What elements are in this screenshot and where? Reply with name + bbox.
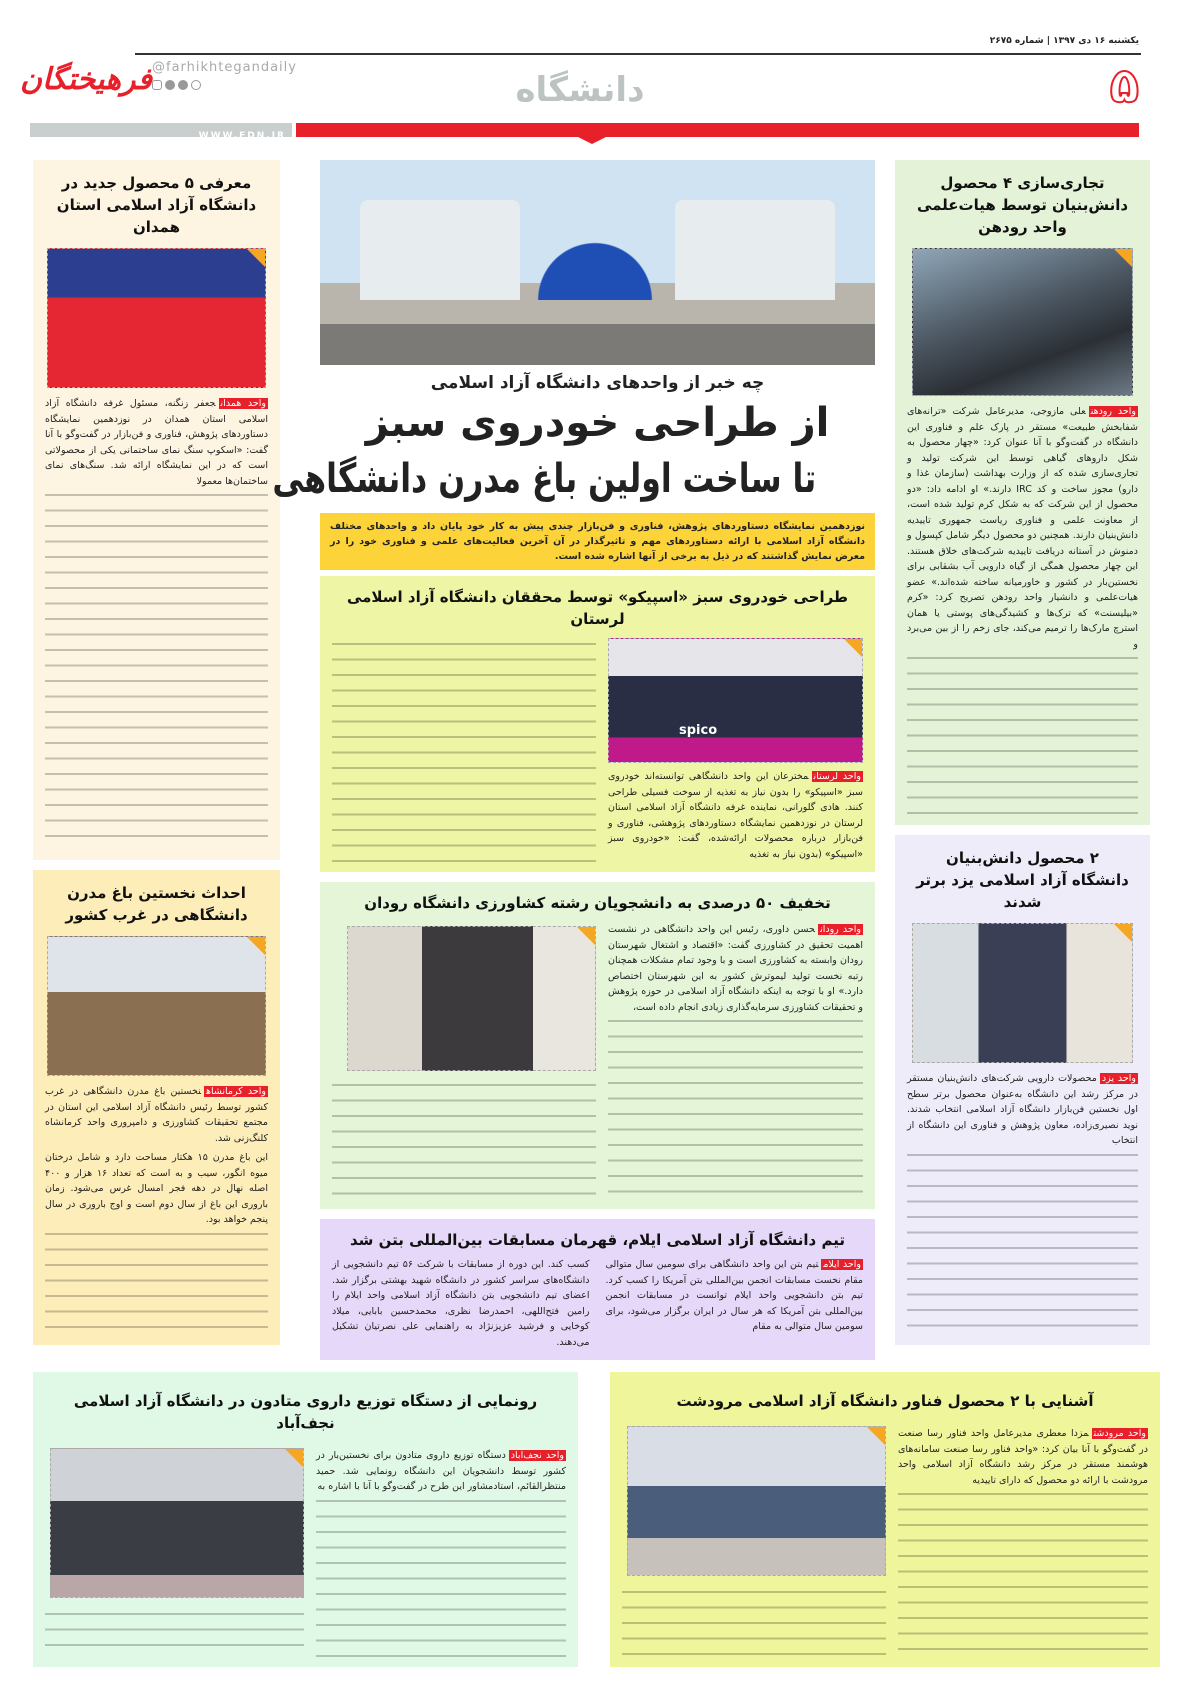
social-icons (152, 80, 201, 90)
article-yazd (895, 835, 1150, 1345)
unit-tag: واحد یزد (1101, 1073, 1136, 1084)
article-roudan (320, 882, 875, 1209)
unit-tag: واحد ایلام (823, 1259, 861, 1270)
article-ilam (320, 1219, 875, 1360)
unit-tag: واحد رودهن (1090, 406, 1137, 417)
article-title: آشنایی با ۲ محصول فناور دانشگاه آزاد اسلامی مرودشت (676, 1392, 1094, 1410)
header-rule (135, 53, 1141, 55)
article-text: مخترعان این واحد دانشگاهی توانسته‌اند خودروی سبز «اسپیکو» را بدون نیاز به تغذیه از سوخت فسیلی طراحی کنند. هادی گلورانی، نماینده غرفه دانشگاه آزاد اسلامی استان لرستان در نوزدهمین نمایشگاه دستاوردهای پژوهشی، فناوری و فن‌بازار درباره محصولات ارائه‌شده، گفت: «خودروی سبز «اسپیکو» (بدون نیاز به تغذیه (608, 771, 863, 860)
page-number: ۵ (1109, 58, 1139, 114)
article-title: معرفی ۵ محصول جدید در دانشگاه آزاد اسلامی استان همدان (56, 174, 257, 236)
article-text: مزدا معطری مدیرعامل واحد فناور رسا صنعت در گفت‌وگو با آنا بیان کرد: «واحد فناور رسا صنعت سامانه‌های هوشمند مستقر در مرکز رشد دانشگاه آزاد اسلامی واحد مرودشت با ارائه دو محصول که دارای تاییدیه (898, 1428, 1148, 1486)
photo-marvdasht-booth (627, 1426, 886, 1576)
telegram-icon[interactable] (165, 80, 175, 90)
car-brand: spico (679, 723, 718, 738)
article-marvdasht (610, 1372, 1160, 1667)
left-column (33, 160, 280, 1345)
article-text: حسن داوری، رئیس این واحد دانشگاهی در نشست اهمیت تحقیق در کشاورزی گفت: «اقتصاد و اشتغال شهرستان رودان وابسته به کشاورزی است و با وجود تمام مشکلات همچنان رتبه نخست تولید لیموترش کشور به این شهرستان اختصاص دارد.» او با توجه به اینکه دانشگاه آزاد اسلامی در حوزه پژوهش و تحقیقات کشاورزی سرمایه‌گذاری زیادی انجام داده است، (608, 924, 863, 1013)
article-title: ۲ محصول دانش‌بنیان دانشگاه آزاد اسلامی یزد برتر شدند (916, 849, 1129, 911)
photo-roudan-official (347, 926, 596, 1071)
center-column (272, 160, 875, 1360)
social-handle: @farhikhtegandaily (152, 60, 297, 75)
article-roudehen (895, 160, 1150, 825)
photo-spico-car (608, 638, 863, 763)
hero-photo-university-gate (320, 160, 875, 365)
article-najafabad (33, 1372, 578, 1667)
photo-officials (912, 248, 1133, 396)
photo-yazd-official (912, 923, 1133, 1063)
article-text-2: این باغ مدرن ۱۵ هکتار مساحت دارد و شامل درختان میوه انگور، سیب و به است که تعداد ۱۶ هزار و ۴۰۰ اصله نهال در دهه فجر امسال غرس می‌شود. زمان باروری این باغ از سال دوم است و اوج باروری در سال پنجم خواهد بود. (45, 1152, 269, 1225)
headline-line-1: از طراحی خودروی سبز (365, 400, 830, 446)
article-title: تخفیف ۵۰ درصدی به دانشجویان رشته کشاورزی دانشگاه رودان (364, 894, 831, 912)
unit-tag: واحد رودان (820, 924, 862, 935)
article-text-2: کسب کند. این دوره از مسابقات با شرکت ۵۶ تیم دانشجویی از دانشگاه‌های سراسر کشور در دانشگاه شهید بهشتی برگزار شد. اعضای تیم دانشجویی بتن دانشگاه آزاد اسلامی واحد ایلام را رامین فتح‌اللهی، احمدرضا نظری، محمدحسین بابایی، میلاد کوخایی و فرشید عزیزنژاد به راهنمایی علی نصرتیان تشکیل می‌دهند. (332, 1259, 590, 1348)
instagram-icon[interactable] (152, 80, 162, 90)
website-bar (30, 123, 292, 141)
twitter-icon[interactable] (178, 80, 188, 90)
article-spico (320, 576, 875, 872)
article-title: احداث نخستین باغ مدرن دانشگاهی در غرب کشور (65, 884, 248, 924)
article-text: تیم بتن این واحد دانشگاهی برای سومین سال متوالی مقام نخست مسابقات انجمن بین‌المللی بتن آمریکا را کسب کرد. تیم بتن دانشجویی واحد ایلام توانست در مسابقات انجمن بین‌المللی بتن آمریکا که هر سال در ایران برگزار می‌شود، برای سومین سال متوالی به مقام (605, 1259, 863, 1332)
unit-tag: واحد مرودشت (1093, 1428, 1146, 1439)
article-text: محصولات دارویی شرکت‌های دانش‌بنیان مستقر در مرکز رشد این دانشگاه به‌عنوان محصول برتر سطح اول نخستین فن‌بازار دانشگاه آزاد اسلامی انتخاب شدند. نوید نصیری‌زاده، معاون پژوهش و فناوری این دانشگاه از انتخاب (907, 1073, 1138, 1146)
article-title: رونمایی از دستگاه توزیع داروی متادون در دانشگاه آزاد اسلامی نجف‌آباد (73, 1392, 538, 1432)
unit-tag: واحد لرستان (813, 771, 861, 782)
unit-tag: واحد کرمانشاه (206, 1086, 266, 1097)
article-text: علی مازوجی، مدیرعامل شرکت «ترانه‌های شفابخش طبیعت» مستقر در پارک علم و فناوری این دانشگاه در گفت‌وگو با آنا عنوان کرد: «چهار محصول به شکل داروهای گیاهی توسط این شرکت تولید و تجاری‌سازی شده که از وزارت بهداشت (سازمان غذا و دارو) مجوز ساخت و کد IRC دارند.» او ادامه داد: «دو محصول از این شرکت که به شکل کرم تولید شده است، از معاونت علمی و فناوری ریاست جمهوری تاییدیه دانش‌بنیان دارند. همچنین دو محصول دیگر شامل کپسول و دمنوش در آستانه دریافت تاییدیه شرکت‌های خلاق هستند. این چهار محصول همگی از گیاه دارویی آب بشقابی برای نخستین‌بار در کشور و خاورمیانه ساخته شده‌اند.» عضو هیات‌علمی و دانشیار واحد رودهن تصریح کرد: «کرم «بیلیسنت» که ترک‌ها و کشیدگی‌های پوستی یا همان استرچ مارک‌ها را ترمیم می‌کند، جای زخم را از بین می‌برد و (907, 406, 1138, 650)
red-bar (296, 123, 1139, 137)
article-title: طراحی خودروی سبز «اسپیکو» توسط محققان دانشگاه آزاد اسلامی لرستان (346, 588, 849, 628)
aparat-icon[interactable] (191, 80, 201, 90)
article-text: نخستین باغ مدرن دانشگاهی در غرب کشور توسط رئیس دانشگاه آزاد اسلامی این استان در مجتمع تحقیقات کشاورزی و دامپروری واحد کرمانشاه کلنگ‌زنی شد. (45, 1086, 268, 1144)
right-column (895, 160, 1150, 1345)
photo-unveiling (50, 1448, 304, 1598)
article-hamedan (33, 160, 280, 860)
photo-garden (47, 936, 266, 1076)
headline-line-2: تا ساخت اولین باغ مدرن دانشگاهی (272, 456, 817, 502)
unit-tag: واحد نجف‌آباد (510, 1450, 564, 1461)
article-title: تجاری‌سازی ۴ محصول دانش‌بنیان توسط هیات‌علمی واحد رودهن (916, 174, 1129, 236)
logo: فرهیختگان (20, 62, 152, 97)
kicker: چه خبر از واحدهای دانشگاه آزاد اسلامی (430, 373, 765, 393)
photo-device (47, 248, 266, 388)
article-text: دستگاه توزیع داروی متادون برای نخستین‌بار در کشور توسط دانشجویان این دانشگاه رونمایی شد. حمید منتظرالقائم، استادمشاور این طرح در گفت‌وگو با آنا با اشاره به (316, 1450, 566, 1492)
lead-box: نوزدهمین نمایشگاه دستاوردهای پژوهش، فناوری و فن‌بازار چندی پیش به کار خود پایان داد و واحدهای مختلف دانشگاه آزاد اسلامی با ارائه دستاوردهای مهم و تاثیرگذار در آن آخرین فعالیت‌های علمی و فناوری خود را در معرض نمایش گذاشتند که در ذیل به برخی از آنها اشاره شده است. (320, 513, 875, 570)
article-text: جعفر زنگنه، مسئول غرفه دانشگاه آزاد اسلامی استان همدان در نوزدهمین نمایشگاه دستاوردهای پژوهش، فناوری و فن‌بازار در گفت‌وگو با آنا گفت: «اسکوپ سنگ نمای ساختمانی یکی از محصولاتی است که در این نمایشگاه ارائه شد. سنگ‌های نمای ساختمان‌ها معمولا (45, 398, 268, 487)
article-kermanshah (33, 870, 280, 1345)
website[interactable]: WWW.FDN.IR (198, 131, 286, 141)
unit-tag: واحد همدان (220, 398, 267, 409)
article-title: تیم دانشگاه آزاد اسلامی ایلام، قهرمان مسابقات بین‌المللی بتن شد (350, 1231, 845, 1249)
red-pointer (578, 137, 606, 144)
date-issue: یکشنبه ۱۶ دی ۱۳۹۷ | شماره ۲۶۷۵ (989, 36, 1139, 46)
section-title: دانشگاه (515, 70, 645, 110)
